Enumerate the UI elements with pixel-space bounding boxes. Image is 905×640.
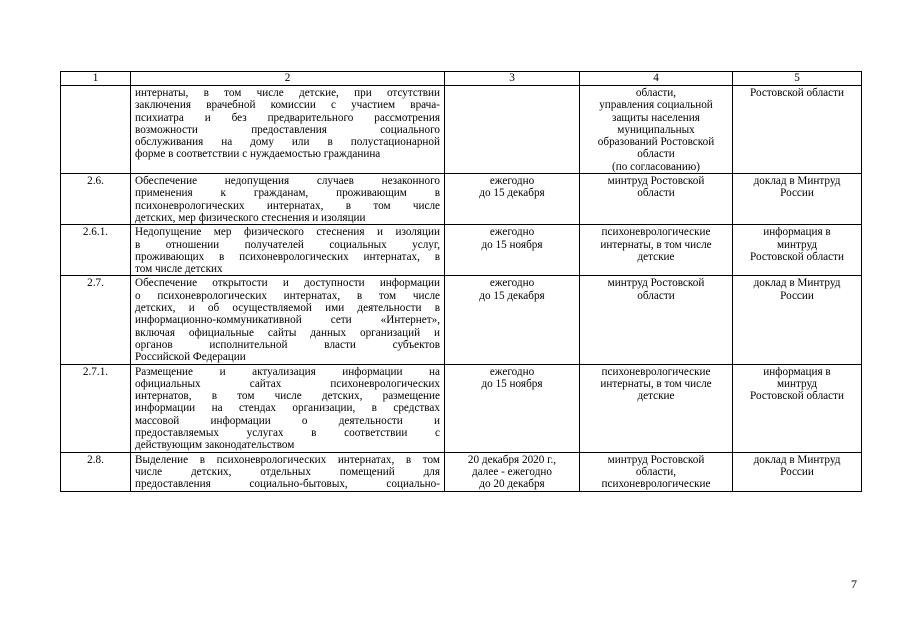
result-cell (733, 452, 862, 491)
table-header-row (61, 72, 862, 86)
executor-cell (580, 174, 733, 225)
description-line: Выделение в психоневрологических интернатах, в том (135, 453, 440, 466)
measure-description-cell (131, 452, 445, 491)
deadline-cell (445, 452, 580, 491)
result-line: Ростовской области (750, 250, 844, 263)
description-line: интернаты, в том числе детские, при отсутствии (135, 87, 440, 99)
deadline-cell (445, 86, 580, 174)
result-line: России (780, 289, 814, 302)
description-line: включая официальные сайты данных организаций и (135, 326, 440, 339)
description-line: проживающих в психоневрологических интернатах, в (135, 250, 440, 263)
deadline-cell (445, 225, 580, 276)
deadline-line: 20 декабря 2020 г., (467, 453, 557, 466)
executor-cell (580, 276, 733, 364)
result-cell (733, 276, 862, 364)
description-line: заключения врачебной комиссии с участием врача- (135, 99, 440, 112)
executor-line: муниципальных (617, 123, 695, 136)
description-line: числе детских, отдельных помещений для (135, 465, 440, 478)
table-row (61, 276, 862, 364)
executor-line: области, (635, 87, 677, 99)
description-line: применения к гражданам, проживающим в (135, 187, 440, 200)
deadline-line: до 15 ноября (481, 377, 543, 390)
deadline-line: ежегодно (489, 365, 535, 378)
executor-line: минтруд Ростовской (607, 277, 705, 290)
executor-line: защиты населения (612, 111, 700, 124)
column-header-5: 5 (733, 72, 862, 86)
executor-line: интернаты, в том числе (600, 238, 712, 251)
executor-line: области, (635, 465, 677, 478)
result-line: доклад в Минтруд (753, 453, 841, 466)
deadline-line: до 15 ноября (481, 238, 543, 251)
description-line: массовой информации о деятельности и (135, 414, 440, 427)
description-line: интернатов, в том числе детских, размещение (135, 390, 440, 403)
column-header-3: 3 (445, 72, 580, 86)
deadline-line: до 15 декабря (479, 289, 545, 302)
table-row (61, 225, 862, 276)
result-line: минтруд (776, 377, 818, 390)
description-line: Обеспечение недопущения случаев незаконного (135, 175, 440, 188)
executor-cell (580, 225, 733, 276)
deadline-line: ежегодно (489, 175, 535, 188)
description-line: детских, и об осуществляемой ими деятельности в (135, 302, 440, 315)
description-line: Обеспечение открытости и доступности информации (135, 277, 440, 290)
result-cell (733, 174, 862, 225)
deadline-cell (445, 276, 580, 364)
executor-cell (580, 364, 733, 452)
executor-line: психоневрологические (601, 478, 711, 491)
description-line: о психоневрологических интернатах, в том числе (135, 289, 440, 302)
description-line: действующим законодательством (135, 439, 295, 452)
deadline-line: ежегодно (489, 226, 535, 239)
executor-line: минтруд Ростовской (607, 453, 705, 466)
description-line: информационно-коммуникативной сети «Интернет», (135, 314, 440, 327)
executor-line: управления социальной (599, 99, 713, 112)
description-line: возможности предоставления социального (135, 123, 440, 136)
description-line: Размещение и актуализация информации на (135, 365, 440, 378)
measure-description-cell (131, 364, 445, 452)
description-line: официальных сайтах психоневрологических (135, 377, 440, 390)
description-line: в отношении получателей социальных услуг, (135, 238, 440, 251)
executor-line: психоневрологические (601, 365, 711, 378)
description-line: информации на стендах организации, в средствах (135, 402, 440, 415)
executor-line: психоневрологические (601, 226, 711, 239)
description-line: том числе детских (135, 263, 223, 276)
result-line: России (780, 465, 814, 478)
result-cell (733, 364, 862, 452)
deadline-line: до 20 декабря (479, 478, 545, 491)
executor-line: интернаты, в том числе (600, 377, 712, 390)
description-line: предоставляемых услугах в соответствии с (135, 427, 440, 440)
result-line: информация в (763, 226, 831, 239)
result-line: Ростовской области (750, 390, 844, 403)
item-number-cell (61, 86, 131, 174)
item-number-cell: 2.7. (61, 276, 131, 364)
description-line: органов исполнительной власти субъектов (135, 338, 440, 351)
deadline-line: далее - ежегодно (472, 465, 552, 478)
result-line: Ростовской области (750, 87, 844, 99)
item-number-cell: 2.6.1. (61, 225, 131, 276)
result-line: доклад в Минтруд (753, 277, 841, 290)
table-row (61, 86, 862, 174)
description-line: психоневрологических интернатах, в том числе (135, 199, 440, 212)
executor-line: минтруд Ростовской (607, 175, 705, 188)
item-number-cell: 2.6. (61, 174, 131, 225)
description-line: детских, мер физического стеснения и изоляции (135, 211, 366, 224)
column-header-4: 4 (580, 72, 733, 86)
column-header-1: 1 (61, 72, 131, 86)
table-row (61, 364, 862, 452)
description-line: психиатра и без предварительного рассмотрения (135, 111, 440, 124)
deadline-cell (445, 364, 580, 452)
executor-line: (по согласованию) (612, 160, 700, 173)
description-line: Недопущение мер физического стеснения и изоляции (135, 226, 440, 239)
executor-cell (580, 86, 733, 174)
measure-description-cell (131, 86, 445, 174)
deadline-line: ежегодно (489, 277, 535, 290)
description-line: Российской Федерации (135, 351, 246, 364)
description-line: форме в соответствии с нуждаемостью гражданина (135, 148, 381, 161)
page-number: 7 (851, 577, 857, 591)
table-row (61, 174, 862, 225)
executor-line: детские (637, 390, 675, 403)
result-line: доклад в Минтруд (753, 175, 841, 188)
executor-line: детские (637, 250, 675, 263)
executor-line: области (637, 187, 675, 200)
executor-line: области (637, 148, 675, 161)
item-number-cell: 2.8. (61, 452, 131, 491)
result-cell (733, 86, 862, 174)
measure-description-cell (131, 276, 445, 364)
result-line: информация в (763, 365, 831, 378)
executor-line: области (637, 289, 675, 302)
result-line: России (780, 187, 814, 200)
executor-cell (580, 452, 733, 491)
table-row (61, 452, 862, 491)
result-cell (733, 225, 862, 276)
deadline-line: до 15 декабря (479, 187, 545, 200)
description-line: предоставления социально-бытовых, социально- (135, 478, 440, 491)
column-header-2: 2 (131, 72, 445, 86)
description-line: обслуживания на дому или в полустационарной (135, 136, 440, 149)
measure-description-cell (131, 225, 445, 276)
executor-line: образований Ростовской (597, 136, 715, 149)
item-number-cell: 2.7.1. (61, 364, 131, 452)
plan-table (60, 71, 862, 492)
measure-description-cell (131, 174, 445, 225)
result-line: минтруд (776, 238, 818, 251)
deadline-cell (445, 174, 580, 225)
